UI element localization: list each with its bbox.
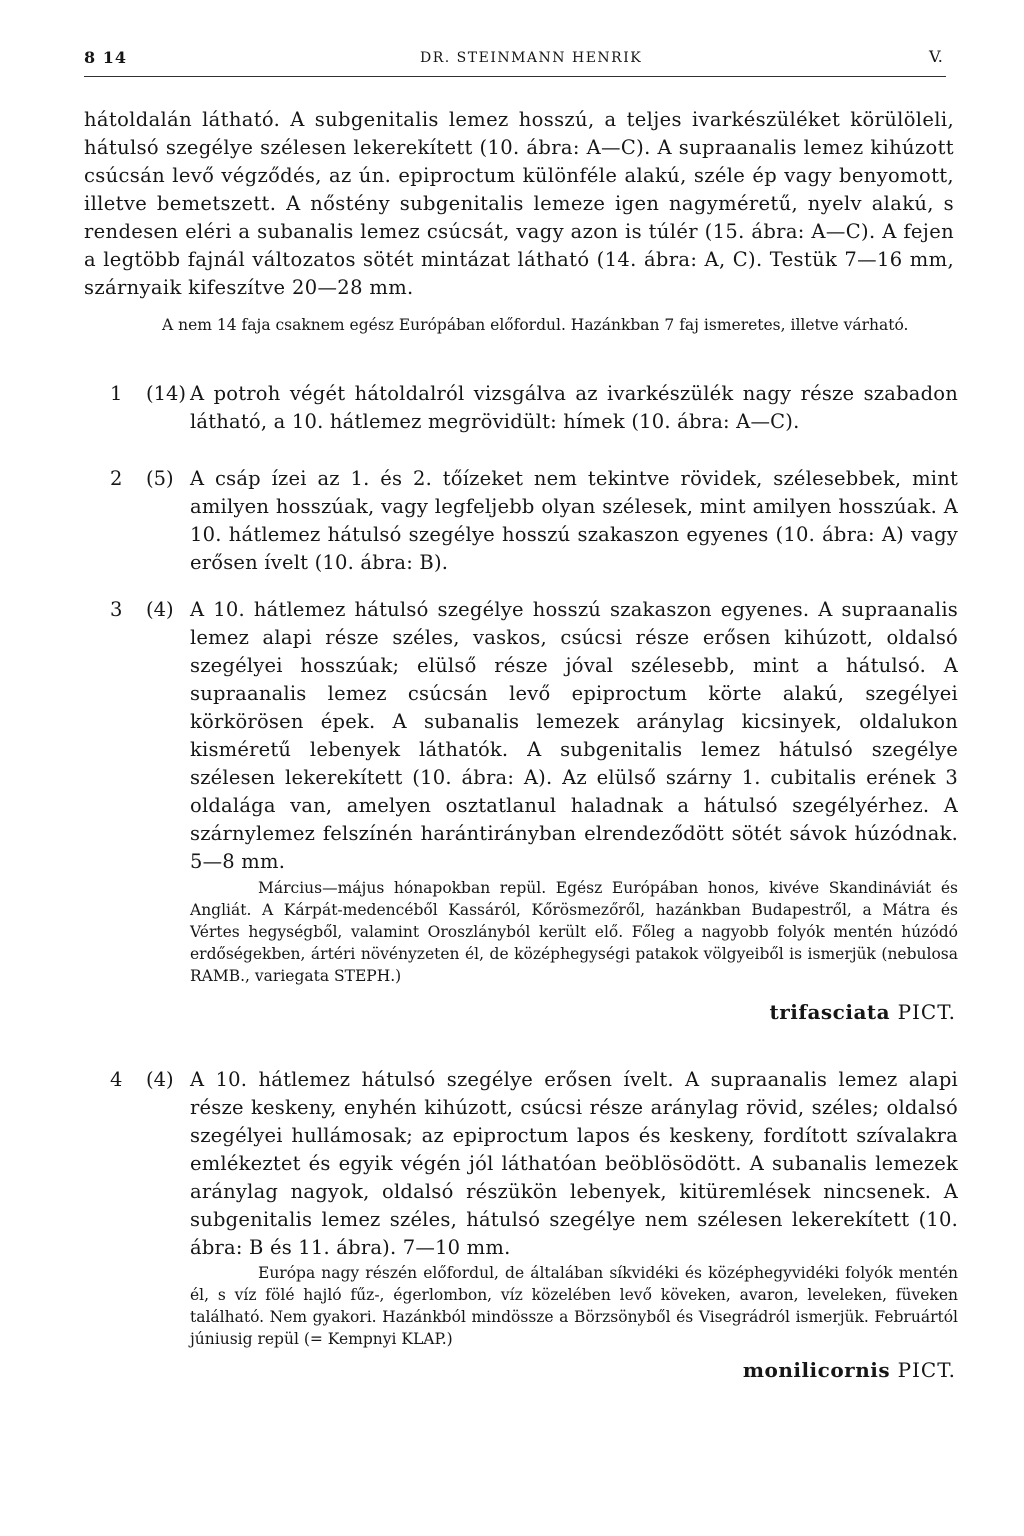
distribution-note: Európa nagy részén előfordul, de általában síkvidéki és középhegyvidéki folyók mentén él, s víz fölé hajló fűz-, égerlombon, víz közelében levő köveken, avaron, leveleken, füveken található. Nem gyakori. Hazánkból mindössze a Börzsönyből és Visegrádról ismerjük. Februártól júniusig repül (= Kempnyi KLAP.) [190,1264,958,1348]
intro-paragraph: hátoldalán látható. A subgenitalis lemez hosszú, a teljes ivarkészüléket körülöleli, hátulsó szegélye szélesen lekerekített (10. ábra: A—C). A supraanalis lemez kihúzott csúcsán levő végződés, az ún. epiproctum különféle alakú, széle ép vagy benyomott, illetve bemetszett. A nőstény subgenitalis lemeze igen nagyméretű, nyelv alakú, s rendesen eléri a subanalis lemez csúcsát, vagy azon is túlér (15. ábra: A—C). A fejen a legtöbb fajnál változatos sötét mintázat látható (14. ábra: A, C). Testük 7—16 mm, szárnyaik kifeszítve 20—28 mm. [84,108,954,299]
running-title: DR. STEINMANN HENRIK [420,50,643,66]
species-name [769,1000,956,1024]
intro-note: A nem 14 faja csaknem egész Európában előfordul. Hazánkban 7 faj ismeretes, illetve várható. [162,316,909,334]
entry-reference: (4) [146,598,174,621]
entry-reference: (4) [146,1068,174,1091]
species-epithet: monilicornis [742,1358,891,1382]
species-author: PICT. [897,1358,956,1382]
page-number: 8 14 [84,48,127,67]
distribution-note: Március—május hónapokban repül. Egész Európában honos, kivéve Skandináviát és Angliát. A Kárpát-medencéből Kassáról, Kőrösmezőről, hazánkban Budapestről, a Mátra és Vértes hegységből, valamint Oroszlányból került elő. Főleg a nagyobb folyók mentén húzódó erdőségekben, ártéri növényzeten él, de középhegységi patakok völgyeiből is ismerjük (nebulosa RAMB., variegata STEPH.) [190,879,958,985]
entry-number: 3 [110,598,123,621]
entry-number: 1 [110,382,123,405]
entry-text: A 10. hátlemez hátulsó szegélye erősen ívelt. A supraanalis lemez alapi része keskeny, enyhén kihúzott, csúcsi része aránylag rövid, széles; oldalsó szegélyei hullámosak; az epiproctum lapos és keskeny, fordított szívalakra emlékeztet és egyik végén jól láthatóan beöblösödött. A subanalis lemezek aránylag nagyok, oldalsó részükön lebenyek, kitüremlések nincsenek. A subgenitalis lemez széles, hátulsó szegélye nem szélesen lekerekített (10. ábra: B és 11. ábra). 7—10 mm. [190,1068,958,1259]
header-rule [84,76,946,77]
entry-text: A potroh végét hátoldalról vizsgálva az ivarkészülék nagy része szabadon látható, a 10. hátlemez megrövidült: hímek (10. ábra: A—C). [190,382,958,433]
entry-text: A csáp ízei az 1. és 2. tőízeket nem tekintve rövidek, szélesebbek, mint amilyen hosszúak, vagy legfeljebb olyan szélesek, mint amilyen hosszúak. A 10. hátlemez hátulsó szegélye hosszú szakaszon egyenes (10. ábra: A) vagy erősen ívelt (10. ábra: B). [190,467,958,574]
section-mark: V. [929,47,943,66]
entry-text: A 10. hátlemez hátulsó szegélye hosszú szakaszon egyenes. A supraanalis lemez alapi része széles, vaskos, csúcsi része erősen kihúzott, oldalsó szegélyei hosszúak; elülső része jóval szélesebb, mint a hátulsó. A supraanalis lemez csúcsán levő epiproctum körte alakú, szegélyei körkörösen épek. A subanalis lemezek aránylag kicsinyek, oldalukon kisméretű lebenyek láthatók. A subgenitalis lemez hátulsó szegélye szélesen lekerekített (10. ábra: A). Az elülső szárny 1. cubitalis erének 3 oldalága van, amelyen osztatlanul haladnak a hátulsó szegélyérhez. A szárnylemez felszínén harántirányban elrendeződött sötét sávok húzódnak. 5—8 mm. [190,598,958,873]
species-name [743,1358,956,1382]
entry-number: 4 [110,1068,123,1091]
entry-reference: (5) [146,467,174,490]
species-author: PICT. [897,1000,956,1024]
species-epithet: trifasciata [769,1000,891,1024]
entry-number: 2 [110,467,123,490]
entry-reference: (14) [146,382,187,405]
